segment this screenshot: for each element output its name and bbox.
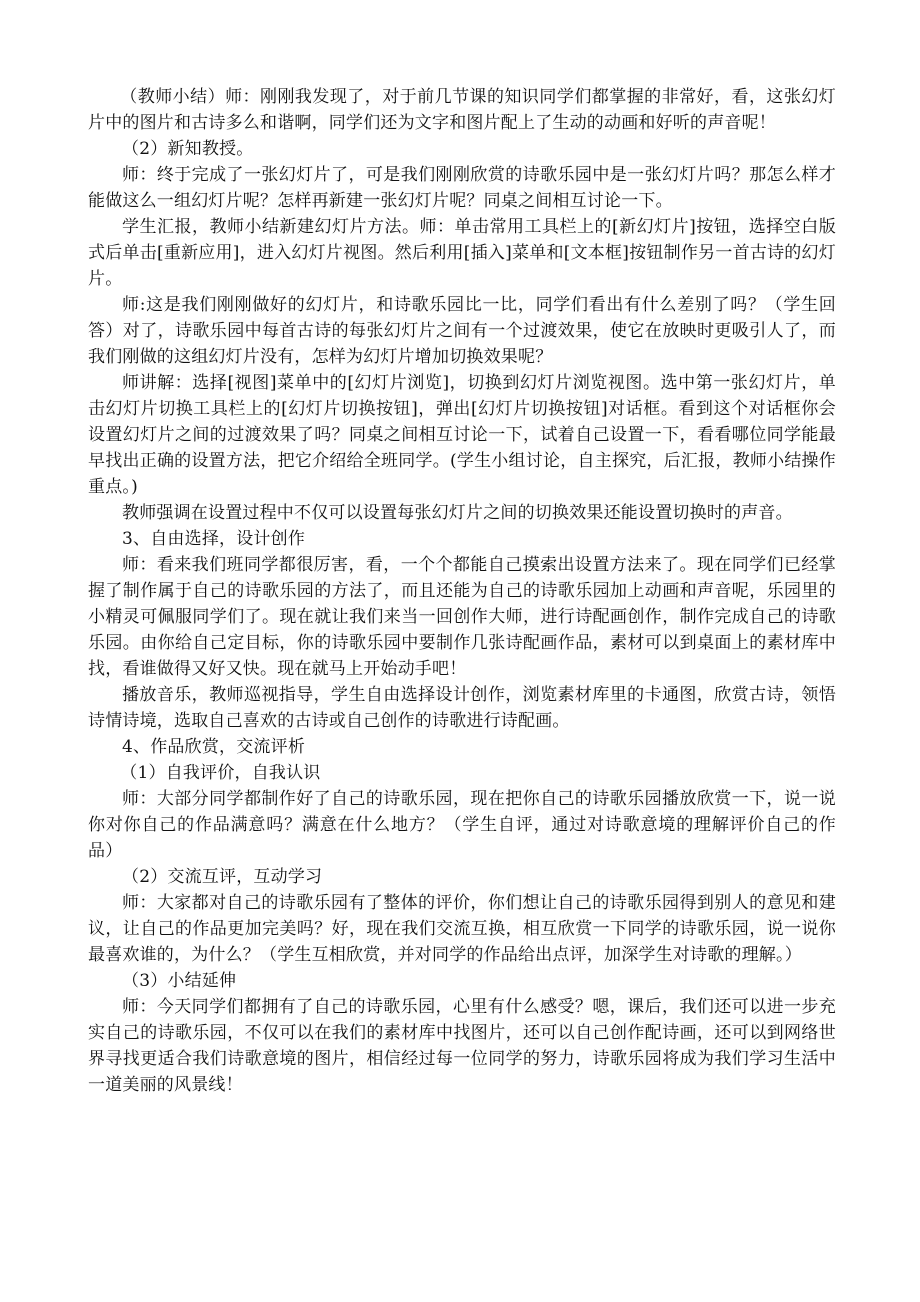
heading-free-creation: 3、自由选择，设计创作 [122, 529, 306, 549]
paragraph-summary-extension: 师：今天同学们都拥有了自己的诗歌乐园，心里有什么感受？嗯，课后，我们还可以进一步充实自己的诗歌乐园，不仅可以在我们的素材库中找图片，还可以自己创作配诗画，还可以到网络世界寻找更适合我们诗歌意境的图片，相信经过每一位同学的努力，诗歌乐园将成为我们学习生活中一道美丽的风景线！ [88, 997, 836, 1095]
heading-self-evaluation: （1）自我评价，自我认识 [120, 763, 321, 783]
heading-summary-extension: （3）小结延伸 [122, 971, 237, 991]
heading-peer-evaluation: （2）交流互评，互动学习 [122, 867, 323, 887]
paragraph-peer-evaluation: 师：大家都对自己的诗歌乐园有了整体的评价，你们想让自己的诗歌乐园得到别人的意见和建议，让自己的作品更加完美吗？好，现在我们交流互换，相互欣赏一下同学的诗歌乐园，说一说你最喜欢谁的，为什么？（学生互相欣赏，并对同学的作品给出点评，加深学生对诗歌的理解。） [88, 893, 836, 965]
paragraph-transition-explanation: 师讲解：选择[视图]菜单中的[幻灯片浏览]，切换到幻灯片浏览视图。选中第一张幻灯片，单击幻灯片切换工具栏上的[幻灯片切换按钮]，弹出[幻灯片切换按钮]对话框。看到这个对话框你会设置幻灯片之间的过渡效果了吗？同桌之间相互讨论一下，试着自己设置一下，看看哪位同学能最早找出正确的设置方法，把它介绍给全班同学。(学生小组讨论，自主探究，后汇报，教师小结操作重点。) [88, 373, 836, 497]
paragraph-self-evaluation: 师：大部分同学都制作好了自己的诗歌乐园，现在把你自己的诗歌乐园播放欣赏一下，说一说你对你自己的作品满意吗？满意在什么地方？（学生自评，通过对诗歌意境的理解评价自己的作品） [88, 789, 836, 861]
paragraph-new-slide-method: 学生汇报，教师小结新建幻灯片方法。师：单击常用工具栏上的[新幻灯片]按钮，选择空白版式后单击[重新应用]，进入幻灯片视图。然后利用[插入]菜单和[文本框]按钮制作另一首古诗的幻灯片。 [88, 217, 836, 289]
paragraph-new-slide-question: 师：终于完成了一张幻灯片了，可是我们刚刚欣赏的诗歌乐园中是一张幻灯片吗？那怎么样才能做这么一组幻灯片呢？怎样再新建一张幻灯片呢？同桌之间相互讨论一下。 [88, 165, 836, 211]
paragraph-music-guidance: 播放音乐，教师巡视指导，学生自由选择设计创作，浏览素材库里的卡通图，欣赏古诗，领悟诗情诗境，选取自己喜欢的古诗或自己创作的诗歌进行诗配画。 [88, 685, 836, 731]
heading-new-knowledge: （2）新知教授。 [122, 139, 254, 159]
paragraph-transition-question: 师:这是我们刚刚做好的幻灯片，和诗歌乐园比一比，同学们看出有什么差别了吗？（学生回答）对了，诗歌乐园中每首古诗的每张幻灯片之间有一个过渡效果，使它在放映时更吸引人了，而我们刚做的这组幻灯片没有，怎样为幻灯片增加切换效果呢？ [88, 295, 836, 367]
paragraph-teacher-summary: （教师小结）师：刚刚我发现了，对于前几节课的知识同学们都掌握的非常好，看，这张幻灯片中的图片和古诗多么和谐啊，同学们还为文字和图片配上了生动的动画和好听的声音呢！ [88, 87, 836, 133]
heading-work-appreciation: 4、作品欣赏，交流评析 [122, 737, 306, 757]
document-page [88, 84, 836, 1098]
paragraph-creation-task: 师：看来我们班同学都很厉害，看，一个个都能自己摸索出设置方法来了。现在同学们已经掌握了制作属于自己的诗歌乐园的方法了，而且还能为自己的诗歌乐园加上动画和声音呢，乐园里的小精灵可佩服同学们了。现在就让我们来当一回创作大师，进行诗配画创作，制作完成自己的诗歌乐园。由你给自己定目标，你的诗歌乐园中要制作几张诗配画作品，素材可以到桌面上的素材库中找，看谁做得又好又快。现在就马上开始动手吧！ [88, 555, 836, 679]
paragraph-sound-emphasis: 教师强调在设置过程中不仅可以设置每张幻灯片之间的切换效果还能设置切换时的声音。 [122, 503, 793, 523]
